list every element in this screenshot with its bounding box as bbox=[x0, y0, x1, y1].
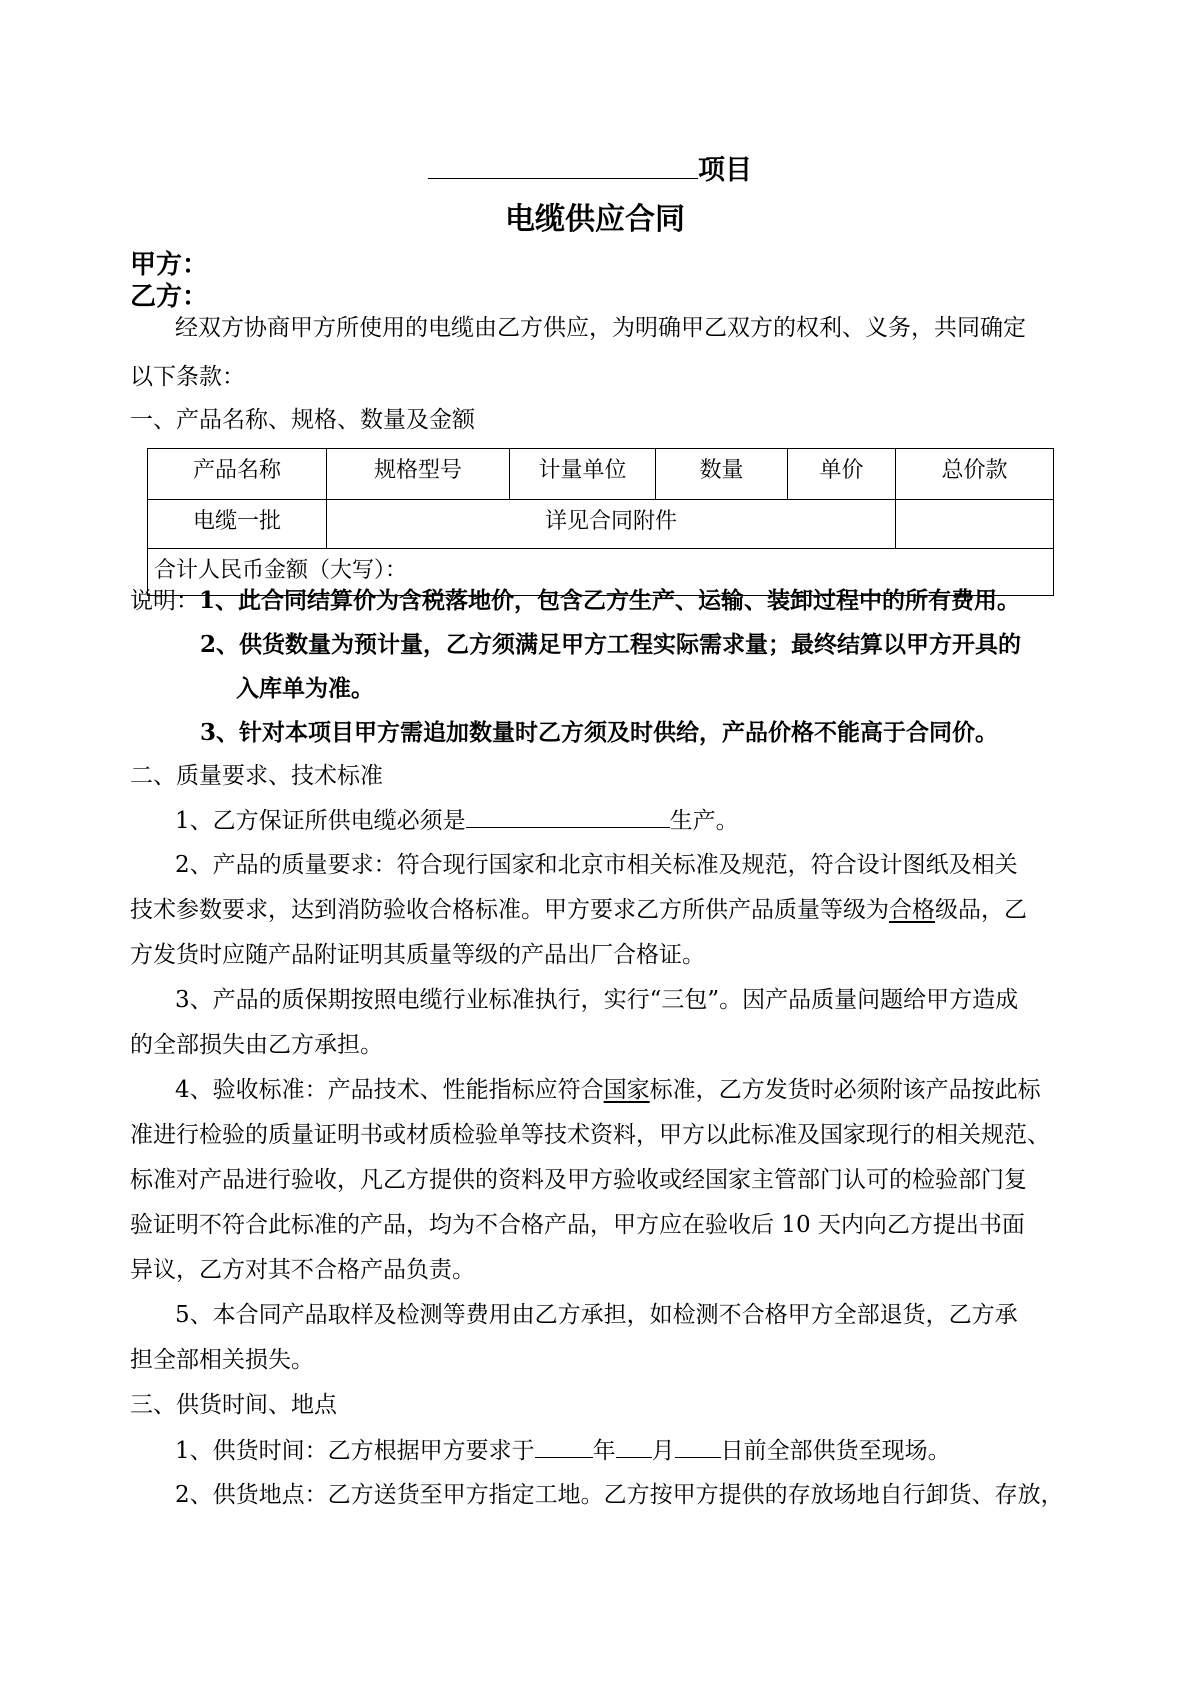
product-name-cell: 电缆一批 bbox=[148, 500, 327, 549]
table-header-cell: 计量单位 bbox=[510, 449, 656, 500]
quality-item-4-line-4: 验证明不符合此标准的产品，均为不合格产品，甲方应在验收后 10 天内向乙方提出书面 bbox=[130, 1212, 1025, 1238]
table-header-cell: 总价款 bbox=[896, 449, 1054, 500]
table-header-row bbox=[148, 449, 1054, 500]
month-blank bbox=[616, 1435, 652, 1458]
quality-item-2-line-1: 2、产品的质量要求：符合现行国家和北京市相关标准及规范，符合设计图纸及相关 bbox=[175, 852, 1018, 878]
project-suffix: 项目 bbox=[698, 155, 752, 186]
quality-item-4-line-1 bbox=[175, 1075, 1041, 1105]
quality-item-4-line-5: 异议，乙方对其不合格产品负责。 bbox=[130, 1257, 475, 1283]
year-label: 年 bbox=[592, 1438, 616, 1464]
delivery-time bbox=[175, 1435, 951, 1466]
delivery-time-text: 1、供货时间：乙方根据甲方要求于 bbox=[175, 1438, 535, 1464]
note-2: 2、供货数量为预计量，乙方须满足甲方工程实际需求量；最终结算以甲方开具的 bbox=[200, 631, 1022, 658]
delivery-time-suffix: 日前全部供货至现场。 bbox=[720, 1438, 951, 1464]
quality-item-4-line-3: 标准对产品进行验收，凡乙方提供的资料及甲方验收或经国家主管部门认可的检验部门复 bbox=[130, 1167, 1027, 1193]
table-header-cell: 产品名称 bbox=[148, 449, 327, 500]
quality-item-1-suffix: 生产。 bbox=[669, 808, 739, 834]
party-b-label: 乙方： bbox=[130, 282, 209, 312]
day-blank bbox=[675, 1435, 721, 1458]
quality-item-1 bbox=[175, 805, 739, 836]
quality-item-5-line-1: 5、本合同产品取样及检测等费用由乙方承担，如检测不合格甲方全部退货，乙方承 bbox=[175, 1302, 1018, 1328]
total-price-cell bbox=[896, 500, 1054, 549]
section-1-heading: 一、产品名称、规格、数量及金额 bbox=[130, 407, 475, 433]
intro-line-1: 经双方协商甲方所使用的电缆由乙方供应，为明确甲乙双方的权利、义务，共同确定 bbox=[175, 315, 1026, 341]
delivery-place-line-1: 2、供货地点：乙方送货至甲方指定工地。乙方按甲方提供的存放场地自行卸货、存放， bbox=[175, 1482, 1064, 1508]
table-header-cell: 规格型号 bbox=[327, 449, 510, 500]
project-name-blank bbox=[428, 156, 698, 179]
quality-grade: 合格 bbox=[889, 897, 935, 923]
total-amount-cell: 合计人民币金额（大写）： bbox=[148, 549, 1054, 596]
quality-item-4-text: 4、验收标准：产品技术、性能指标应符合 bbox=[175, 1077, 604, 1103]
quality-item-2-line-3: 方发货时应随产品附证明其质量等级的产品出厂合格证。 bbox=[130, 942, 705, 968]
contract-title: 电缆供应合同 bbox=[505, 202, 685, 237]
quality-item-3-line-1: 3、产品的质保期按照电缆行业标准执行，实行“三包”。因产品质量问题给甲方造成 bbox=[175, 987, 1019, 1013]
quality-item-4-line-2: 准进行检验的质量证明书或材质检验单等技术资料，甲方以此标准及国家现行的相关规范、 bbox=[130, 1122, 1050, 1148]
quality-item-2-text: 技术参数要求，达到消防验收合格标准。甲方要求乙方所供产品质量等级为 bbox=[130, 897, 889, 923]
quality-item-4-suffix: 标准，乙方发货时必须附该产品按此标 bbox=[649, 1077, 1041, 1103]
intro-line-2: 以下条款： bbox=[130, 364, 245, 390]
project-title-line bbox=[428, 154, 752, 188]
section-2-heading: 二、质量要求、技术标准 bbox=[130, 763, 383, 789]
quality-item-5-line-2: 担全部相关损失。 bbox=[130, 1347, 314, 1373]
quality-item-1-text: 1、乙方保证所供电缆必须是 bbox=[175, 808, 466, 834]
standard-level: 国家 bbox=[603, 1077, 650, 1103]
note-1-text: 1、此合同结算价为含税落地价，包含乙方生产、运输、装卸过程中的所有费用。 bbox=[199, 587, 1021, 614]
product-table bbox=[147, 448, 1054, 596]
table-row bbox=[148, 500, 1054, 549]
table-header-cell: 单价 bbox=[788, 449, 896, 500]
quality-item-2-suffix: 级品，乙 bbox=[935, 897, 1027, 923]
quality-item-3-line-2: 的全部损失由乙方承担。 bbox=[130, 1032, 383, 1058]
note-prefix: 说明： bbox=[130, 588, 199, 614]
manufacturer-blank bbox=[466, 805, 670, 828]
section-3-heading: 三、供货时间、地点 bbox=[130, 1392, 337, 1418]
note-1 bbox=[130, 586, 1020, 616]
note-2-cont: 入库单为准。 bbox=[236, 675, 374, 702]
see-attachment-cell: 详见合同附件 bbox=[327, 500, 896, 549]
quality-item-2-line-2 bbox=[130, 895, 1027, 925]
party-a-label: 甲方： bbox=[130, 250, 209, 280]
note-3: 3、针对本项目甲方需追加数量时乙方须及时供给，产品价格不能高于合同价。 bbox=[200, 719, 999, 746]
table-header-cell: 数量 bbox=[656, 449, 788, 500]
year-blank bbox=[535, 1435, 593, 1458]
month-label: 月 bbox=[651, 1438, 675, 1464]
